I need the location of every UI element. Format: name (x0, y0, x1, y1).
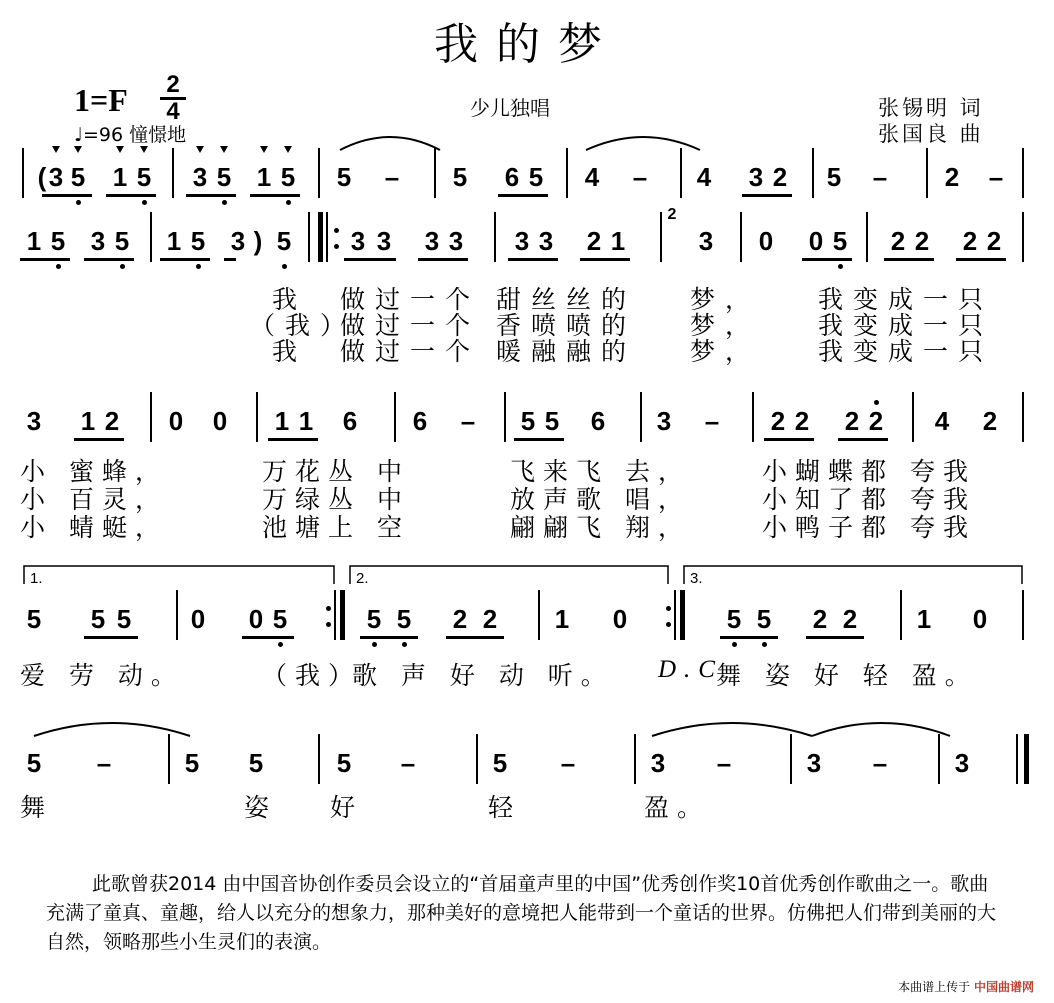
note: 2 (772, 162, 788, 192)
lyric-segment: 小 蜜蜂， (20, 457, 168, 486)
note: 1 (166, 226, 182, 256)
note: – (560, 748, 576, 778)
note: 5 (832, 226, 848, 256)
tempo-marking: ♩=96 憧憬地 (74, 124, 187, 146)
lyric-segment: 舞 姿 好 轻 盈。 (716, 661, 978, 690)
note: 0 (168, 406, 184, 436)
footer-prefix: 本曲谱上传于 (898, 980, 971, 994)
note: 0 (808, 226, 824, 256)
note: 5 (336, 748, 352, 778)
note: 1 (80, 406, 96, 436)
lyric-segment: 飞来飞 去， (510, 457, 691, 486)
lyric-segment: 歌 声 好 动 听。 (352, 661, 614, 690)
lyric-segment: 梦， (690, 337, 761, 366)
lyric-segment: 做过一个 (340, 337, 481, 366)
note: 5 (452, 162, 468, 192)
note: 1 (112, 162, 128, 192)
note: 2 (812, 604, 828, 634)
slur (340, 137, 440, 150)
key-signature: 1=F (74, 82, 128, 118)
note: 5 (528, 162, 544, 192)
lyric-segment: （我） (262, 661, 362, 690)
lyric-segment: 小 百灵， (20, 485, 168, 514)
note: 3 (48, 162, 64, 192)
note: 5 (826, 162, 842, 192)
note: – (384, 162, 400, 192)
note: – (872, 162, 888, 192)
note: 5 (114, 226, 130, 256)
lyricist-credit: 张锡明 词 (878, 96, 984, 120)
note: 5 (756, 604, 772, 634)
slur (34, 723, 190, 736)
note: – (988, 162, 1004, 192)
note: 0 (612, 604, 628, 634)
note: – (716, 748, 732, 778)
lyric-segment: 暖融融的 (496, 337, 637, 366)
lyric-segment: 做过一个 (340, 311, 481, 340)
note: 3 (650, 748, 666, 778)
note: 3 (376, 226, 392, 256)
note: 6 (412, 406, 428, 436)
note: 5 (396, 604, 412, 634)
note: 3 (350, 226, 366, 256)
note: 5 (26, 604, 42, 634)
note: 3 (448, 226, 464, 256)
note: 5 (26, 748, 42, 778)
note: 2 (770, 406, 786, 436)
note: 5 (544, 406, 560, 436)
lyric-segment: 我 (272, 285, 308, 314)
note: 4 (584, 162, 600, 192)
note: 1 (916, 604, 932, 634)
lyric-segment: 好 (330, 793, 364, 822)
lyric-segment: 万花丛 中 (262, 457, 410, 486)
note: 2 (482, 604, 498, 634)
lyric-segment: 我 (272, 337, 308, 366)
slur (812, 723, 950, 736)
note: 2 (844, 406, 860, 436)
lyric-segment: 甜丝丝的 (496, 285, 637, 314)
note: 2 (586, 226, 602, 256)
meter-bottom: 4 (166, 98, 180, 125)
note: 6 (342, 406, 358, 436)
note: 2 (982, 406, 998, 436)
lyric-segment: 小 蜻蜓， (20, 513, 168, 542)
note: 3 (538, 226, 554, 256)
lyric-segment: 小鸭子都 夸我 (762, 513, 976, 542)
lyric-segment: 香喷喷的 (496, 311, 637, 340)
meter-top: 2 (166, 71, 180, 98)
note: – (632, 162, 648, 192)
note: 5 (70, 162, 86, 192)
note: – (400, 748, 416, 778)
note: 3 (514, 226, 530, 256)
note: 0 (212, 406, 228, 436)
volta-bracket (24, 566, 334, 584)
note: 3 (748, 162, 764, 192)
note: – (460, 406, 476, 436)
note: – (704, 406, 720, 436)
lyric-segment: 轻 (488, 793, 522, 822)
note: 2 (986, 226, 1002, 256)
note: 5 (272, 604, 288, 634)
note: 2 (914, 226, 930, 256)
volta-bracket (350, 566, 668, 584)
note: 5 (216, 162, 232, 192)
song-description: 此歌曾获2014 由中国音协创作委员会设立的“首届童声里的中国”优秀创作奖10首优秀创作歌曲之一。歌曲充满了童真、童趣，给人以充分的想象力，那种美好的意境把人能带到一个童话的世界。仿佛把人们带到美丽的大自然，领略那些小生灵们的表演。 (46, 873, 997, 953)
note: 5 (726, 604, 742, 634)
volta-bracket (684, 566, 1022, 584)
note: 5 (116, 604, 132, 634)
note: 2 (962, 226, 978, 256)
note: 3 (90, 226, 106, 256)
lyric-segment: 翩翩飞 翔， (510, 513, 691, 542)
lyric-segment: D.C (658, 656, 723, 683)
lyric-segment: （我） (250, 311, 356, 340)
note: 0 (190, 604, 206, 634)
note: 5 (248, 748, 264, 778)
note: 5 (276, 226, 292, 256)
note: 5 (184, 748, 200, 778)
note: 4 (934, 406, 950, 436)
note: 2 (104, 406, 120, 436)
note: 3 (698, 226, 714, 256)
note: 3 (656, 406, 672, 436)
lyric-segment: 万绿丛 中 (262, 485, 410, 514)
lyric-segment: 池塘上 空 (262, 513, 410, 542)
volta-2-label: 2. (356, 570, 369, 587)
note: 1 (610, 226, 626, 256)
note: 2 (794, 406, 810, 436)
note: 5 (190, 226, 206, 256)
slur (586, 137, 700, 150)
note: 5 (90, 604, 106, 634)
lyric-segment: 梦， (690, 311, 761, 340)
second-ending-marker: 2 (667, 206, 677, 223)
note: 0 (972, 604, 988, 634)
lyric-segment: 小蝴蝶都 夸我 (762, 457, 976, 486)
note: 1 (256, 162, 272, 192)
lyric-segment: 梦， (690, 285, 761, 314)
site-footer[interactable] (898, 978, 1034, 995)
note: – (96, 748, 112, 778)
lyric-segment: 我变成一只 (818, 311, 994, 340)
note: 0 (248, 604, 264, 634)
note: 1 (26, 226, 42, 256)
lyric-segment: 放声歌 唱， (510, 485, 691, 514)
lyric-segment: 舞 (20, 793, 54, 822)
note: – (872, 748, 888, 778)
note: 3 (954, 748, 970, 778)
note: 4 (696, 162, 712, 192)
note: ( (37, 162, 47, 192)
genre-label: 少儿独唱 (470, 96, 550, 120)
slur (652, 723, 812, 736)
note: 5 (50, 226, 66, 256)
note: 6 (590, 406, 606, 436)
note: 2 (868, 406, 884, 436)
note: 3 (230, 226, 246, 256)
note: 2 (890, 226, 906, 256)
lyric-segment: 我变成一只 (818, 337, 994, 366)
volta-1-label: 1. (30, 570, 43, 587)
volta-3-label: 3. (690, 570, 703, 587)
note: 6 (504, 162, 520, 192)
page-title: 我的梦 (434, 19, 620, 70)
note: 2 (842, 604, 858, 634)
note: 3 (424, 226, 440, 256)
note: 5 (136, 162, 152, 192)
note: 1 (298, 406, 314, 436)
lyric-segment: 我变成一只 (818, 285, 994, 314)
note: 1 (554, 604, 570, 634)
note: 5 (336, 162, 352, 192)
note: 3 (192, 162, 208, 192)
note: 3 (806, 748, 822, 778)
note: 5 (280, 162, 296, 192)
note: 2 (452, 604, 468, 634)
lyric-segment: 姿 (244, 793, 278, 822)
composer-credit: 张国良 曲 (878, 122, 984, 146)
note: 5 (366, 604, 382, 634)
note: 5 (492, 748, 508, 778)
lyric-segment: 盈。 (644, 793, 711, 822)
note: 5 (520, 406, 536, 436)
note: ) (253, 226, 263, 256)
lyric-segment: 小知了都 夸我 (762, 485, 976, 514)
note: 3 (26, 406, 42, 436)
lyric-segment: 做过一个 (340, 285, 481, 314)
footer-brand[interactable]: 中国曲谱网 (973, 980, 1034, 994)
note: 0 (758, 226, 774, 256)
note: 2 (944, 162, 960, 192)
lyric-segment: 爱 劳 动。 (20, 661, 184, 690)
note: 1 (274, 406, 290, 436)
